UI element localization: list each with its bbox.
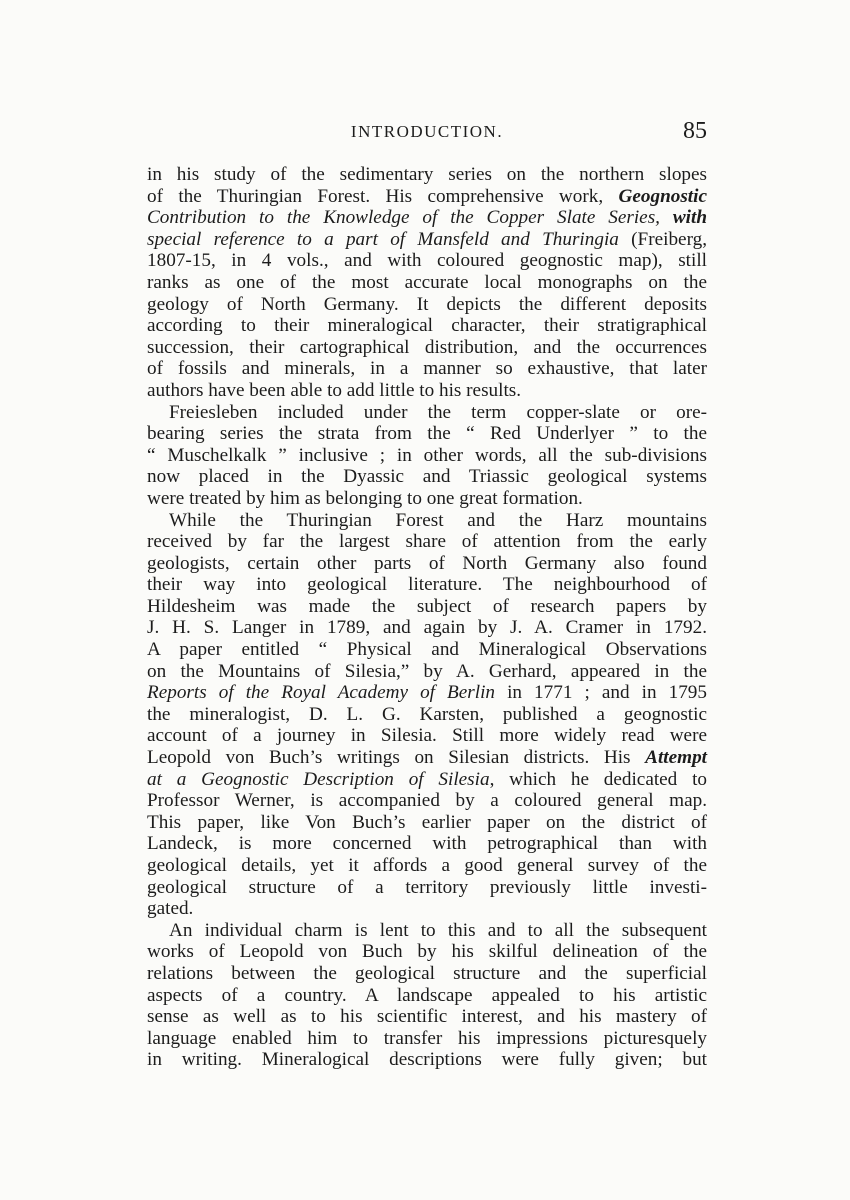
text-segment: geologists, certain other parts of North Germany also found — [147, 552, 707, 574]
text-line — [147, 877, 707, 899]
text-segment: Professor Werner, is accompanied by a coloured general map. — [147, 790, 707, 812]
page-number: 85 — [683, 118, 707, 144]
italic-text: at a Geognostic Description of Silesia — [147, 768, 490, 790]
text-line — [147, 466, 707, 488]
text-line — [147, 661, 707, 683]
text-line — [147, 250, 707, 272]
text-segment: of the Thuringian Forest. His comprehensive work, — [147, 185, 619, 207]
text-segment: according to their mineralogical character, their stratigraphical — [147, 315, 707, 337]
text-segment: Landeck, is more concerned with petrographical than with — [147, 833, 707, 855]
text-segment: succession, their cartographical distribution, and the occurrences — [147, 336, 707, 358]
text-line — [147, 229, 707, 251]
text-line — [147, 898, 707, 920]
text-line — [147, 617, 707, 639]
text-segment: relations between the geological structure and the superficial — [147, 962, 707, 984]
text-line — [147, 186, 707, 208]
italic-text: Attempt — [645, 747, 707, 769]
text-line — [147, 510, 707, 532]
text-segment: , which he dedicated to — [489, 768, 707, 790]
text-line — [147, 704, 707, 726]
text-line — [147, 272, 707, 294]
body-text — [147, 164, 707, 1071]
text-line — [147, 315, 707, 337]
text-line — [147, 985, 707, 1007]
text-segment: This paper, like Von Buch’s earlier paper on the district of — [147, 811, 707, 833]
running-head — [147, 118, 707, 152]
text-segment: 1807-15, in 4 vols., and with coloured geognostic map), still — [147, 250, 707, 272]
text-line — [147, 358, 707, 380]
italic-text: special reference to a part of Mansfeld and Thuringia — [147, 228, 619, 250]
text-segment: received by far the largest share of attention from the early — [147, 531, 707, 553]
text-line — [147, 1006, 707, 1028]
text-segment: geological structure of a territory previously little investi- — [147, 876, 707, 898]
text-segment: A paper entitled “ Physical and Mineralogical Observations — [147, 639, 707, 661]
text-line — [147, 164, 707, 186]
text-line — [147, 790, 707, 812]
text-line — [147, 639, 707, 661]
text-line — [147, 1049, 707, 1071]
text-segment: of fossils and minerals, in a manner so exhaustive, that later — [147, 358, 707, 380]
text-segment: in writing. Mineralogical descriptions were fully given; but — [147, 1049, 707, 1071]
text-line — [147, 747, 707, 769]
text-segment: gated. — [147, 898, 194, 920]
text-segment: in his study of the sedimentary series on the northern slopes — [147, 164, 707, 185]
text-segment: sense as well as to his scientific interest, and his mastery of — [147, 1006, 707, 1028]
text-segment: geology of North Germany. It depicts the different deposits — [147, 293, 707, 315]
text-line — [147, 207, 707, 229]
text-line — [147, 337, 707, 359]
italic-text: Reports of the Royal Academy of Berlin — [147, 682, 496, 704]
text-line — [147, 769, 707, 791]
text-line — [147, 682, 707, 704]
italic-text: Geognostic — [618, 185, 707, 207]
text-line — [147, 941, 707, 963]
text-line — [147, 402, 707, 424]
text-line — [147, 596, 707, 618]
text-segment: account of a journey in Silesia. Still more widely read were — [147, 725, 707, 747]
text-segment: While the Thuringian Forest and the Harz mountains — [169, 509, 707, 531]
text-segment: Hildesheim was made the subject of research papers by — [147, 595, 707, 617]
text-segment: the mineralogist, D. L. G. Karsten, published a geognostic — [147, 703, 707, 725]
text-segment: Freiesleben included under the term copper-slate or ore- — [169, 401, 707, 423]
text-line — [147, 574, 707, 596]
text-segment: now placed in the Dyassic and Triassic geological systems — [147, 466, 707, 488]
text-segment: geological details, yet it affords a good general survey of the — [147, 855, 707, 876]
text-line — [147, 725, 707, 747]
text-line — [147, 920, 707, 942]
text-line — [147, 553, 707, 575]
text-segment: in 1771 ; and in 1795 — [495, 682, 707, 704]
text-line — [147, 1028, 707, 1050]
text-line — [147, 445, 707, 467]
text-segment: An individual charm is lent to this and to all the subsequent — [169, 919, 707, 941]
text-segment: their way into geological literature. The neighbourhood of — [147, 574, 707, 596]
italic-text: with — [672, 207, 707, 229]
text-segment: language enabled him to transfer his impressions picturesquely — [147, 1027, 707, 1049]
text-line — [147, 294, 707, 316]
text-segment: authors have been able to add little to his results. — [147, 379, 522, 401]
text-line — [147, 833, 707, 855]
text-segment: bearing series the strata from the “ Red Underlyer ” to the — [147, 423, 707, 445]
text-segment: “ Muschelkalk ” inclusive ; in other words, all the sub-divisions — [147, 444, 707, 466]
text-segment: Leopold von Buch’s writings on Silesian districts. His — [147, 747, 646, 769]
text-line — [147, 963, 707, 985]
italic-text: Contribution to the Knowledge of the Copper Slate Series, — [147, 207, 673, 229]
text-line — [147, 855, 707, 877]
text-line — [147, 488, 707, 510]
text-line — [147, 531, 707, 553]
text-segment: aspects of a country. A landscape appealed to his artistic — [147, 984, 707, 1006]
running-head-title: INTRODUCTION. — [350, 122, 504, 141]
text-segment: ranks as one of the most accurate local monographs on the — [147, 271, 707, 293]
text-segment: J. H. S. Langer in 1789, and again by J. A. Cramer in 1792. — [147, 617, 707, 639]
text-line — [147, 423, 707, 445]
text-line — [147, 380, 707, 402]
text-segment: on the Mountains of Silesia,” by A. Gerhard, appeared in the — [147, 660, 707, 682]
text-segment: were treated by him as belonging to one great formation. — [147, 487, 583, 509]
text-segment: works of Leopold von Buch by his skilful delineation of the — [147, 941, 707, 963]
text-segment: (Freiberg, — [618, 228, 707, 250]
text-line — [147, 812, 707, 834]
